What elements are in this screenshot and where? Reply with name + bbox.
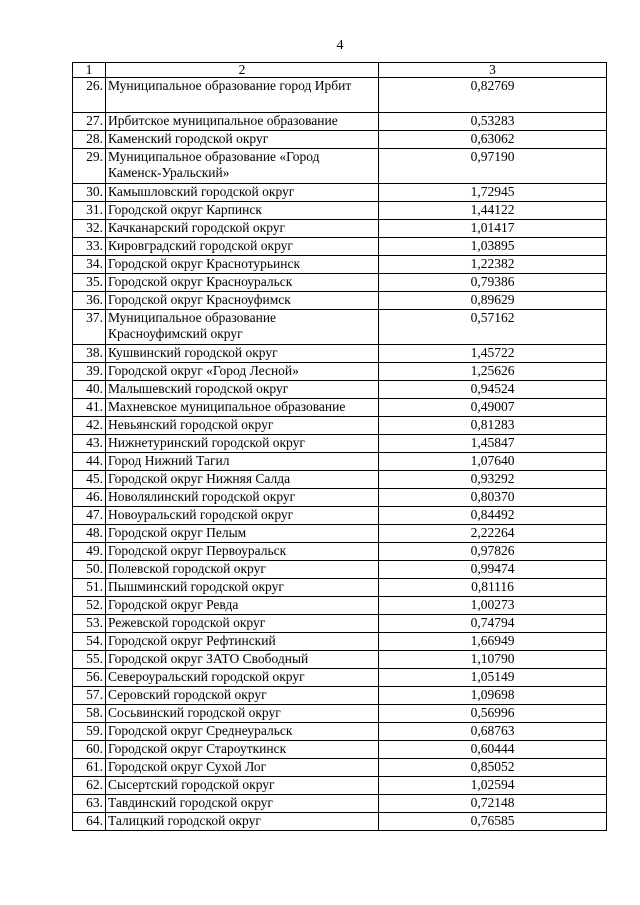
row-number: 46. xyxy=(73,489,106,507)
row-number: 35. xyxy=(73,274,106,292)
table-row xyxy=(73,202,607,220)
table-body xyxy=(73,63,607,831)
table-row xyxy=(73,292,607,310)
coefficient-value: 1,22382 xyxy=(379,256,607,274)
table-row xyxy=(73,705,607,723)
row-number: 58. xyxy=(73,705,106,723)
row-number: 53. xyxy=(73,615,106,633)
table-row xyxy=(73,435,607,453)
row-number: 50. xyxy=(73,561,106,579)
table-row xyxy=(73,777,607,795)
table-row xyxy=(73,741,607,759)
row-number: 51. xyxy=(73,579,106,597)
coefficient-value: 2,22264 xyxy=(379,525,607,543)
table-row xyxy=(73,363,607,381)
municipality-name: Городской округ Карпинск xyxy=(106,202,379,220)
municipality-name: Сысертский городской округ xyxy=(106,777,379,795)
table-row xyxy=(73,471,607,489)
row-number: 32. xyxy=(73,220,106,238)
municipality-name: Полевской городской округ xyxy=(106,561,379,579)
coefficient-value: 0,79386 xyxy=(379,274,607,292)
row-number: 54. xyxy=(73,633,106,651)
row-number: 31. xyxy=(73,202,106,220)
municipality-name: Городской округ Первоуральск xyxy=(106,543,379,561)
table-row xyxy=(73,615,607,633)
coefficient-value: 1,45722 xyxy=(379,345,607,363)
table-row xyxy=(73,184,607,202)
table-row xyxy=(73,78,607,113)
municipality-name: Городской округ Староуткинск xyxy=(106,741,379,759)
municipality-name: Малышевский городской округ xyxy=(106,381,379,399)
table-row xyxy=(73,453,607,471)
row-number: 45. xyxy=(73,471,106,489)
row-number: 61. xyxy=(73,759,106,777)
table-row xyxy=(73,651,607,669)
row-number: 40. xyxy=(73,381,106,399)
municipality-name: Муниципальное образование Красноуфимский округ xyxy=(106,310,379,345)
table-row xyxy=(73,345,607,363)
header-col-3: 3 xyxy=(379,63,607,78)
row-number: 26. xyxy=(73,78,106,113)
coefficient-value: 0,97826 xyxy=(379,543,607,561)
coefficient-value: 1,02594 xyxy=(379,777,607,795)
coefficient-value: 0,63062 xyxy=(379,131,607,149)
municipality-name: Городской округ «Город Лесной» xyxy=(106,363,379,381)
municipality-name: Нижнетуринский городской округ xyxy=(106,435,379,453)
coefficient-value: 0,53283 xyxy=(379,113,607,131)
municipality-name: Ирбитское муниципальное образование xyxy=(106,113,379,131)
coefficient-value: 0,93292 xyxy=(379,471,607,489)
row-number: 47. xyxy=(73,507,106,525)
coefficient-value: 1,10790 xyxy=(379,651,607,669)
coefficient-value: 0,94524 xyxy=(379,381,607,399)
row-number: 62. xyxy=(73,777,106,795)
coefficient-value: 0,56996 xyxy=(379,705,607,723)
table-header-row xyxy=(73,63,607,78)
municipality-name: Невьянский городской округ xyxy=(106,417,379,435)
coefficient-value: 0,68763 xyxy=(379,723,607,741)
table-row xyxy=(73,381,607,399)
municipality-name: Городской округ Нижняя Салда xyxy=(106,471,379,489)
table-row xyxy=(73,113,607,131)
coefficient-value: 1,44122 xyxy=(379,202,607,220)
table-row xyxy=(73,597,607,615)
municipality-name: Каменский городской округ xyxy=(106,131,379,149)
table-row xyxy=(73,633,607,651)
table-row xyxy=(73,813,607,831)
table-row xyxy=(73,489,607,507)
municipality-name: Муниципальное образование «Город Каменск-Уральский» xyxy=(106,149,379,184)
municipality-name: Городской округ Рефтинский xyxy=(106,633,379,651)
municipality-name: Городской округ Сухой Лог xyxy=(106,759,379,777)
coefficient-value: 1,66949 xyxy=(379,633,607,651)
coefficient-value: 1,07640 xyxy=(379,453,607,471)
row-number: 37. xyxy=(73,310,106,345)
coefficient-value: 1,09698 xyxy=(379,687,607,705)
municipality-name: Талицкий городской округ xyxy=(106,813,379,831)
row-number: 56. xyxy=(73,669,106,687)
table-row xyxy=(73,543,607,561)
row-number: 39. xyxy=(73,363,106,381)
coefficient-value: 0,99474 xyxy=(379,561,607,579)
coefficient-value: 1,05149 xyxy=(379,669,607,687)
municipality-name: Режевской городской округ xyxy=(106,615,379,633)
table-row xyxy=(73,310,607,345)
municipality-name: Североуральский городской округ xyxy=(106,669,379,687)
municipality-name: Городской округ Красноуральск xyxy=(106,274,379,292)
table-row xyxy=(73,131,607,149)
coefficient-value: 1,01417 xyxy=(379,220,607,238)
row-number: 59. xyxy=(73,723,106,741)
table-row xyxy=(73,579,607,597)
coefficient-value: 0,85052 xyxy=(379,759,607,777)
table-row xyxy=(73,561,607,579)
row-number: 49. xyxy=(73,543,106,561)
table-row xyxy=(73,274,607,292)
coefficient-value: 0,81116 xyxy=(379,579,607,597)
row-number: 38. xyxy=(73,345,106,363)
row-number: 64. xyxy=(73,813,106,831)
coefficient-value: 0,74794 xyxy=(379,615,607,633)
municipality-name: Городской округ Краснотурьинск xyxy=(106,256,379,274)
coefficient-value: 0,76585 xyxy=(379,813,607,831)
table-row xyxy=(73,220,607,238)
coefficient-table xyxy=(72,62,607,831)
table-row xyxy=(73,417,607,435)
municipality-name: Камышловский городской округ xyxy=(106,184,379,202)
row-number: 27. xyxy=(73,113,106,131)
row-number: 28. xyxy=(73,131,106,149)
municipality-name: Городской округ Пелым xyxy=(106,525,379,543)
row-number: 43. xyxy=(73,435,106,453)
coefficient-value: 1,72945 xyxy=(379,184,607,202)
municipality-name: Город Нижний Тагил xyxy=(106,453,379,471)
row-number: 33. xyxy=(73,238,106,256)
row-number: 30. xyxy=(73,184,106,202)
row-number: 63. xyxy=(73,795,106,813)
coefficient-value: 0,84492 xyxy=(379,507,607,525)
table-row xyxy=(73,256,607,274)
table-row xyxy=(73,795,607,813)
municipality-name: Новолялинский городской округ xyxy=(106,489,379,507)
row-number: 41. xyxy=(73,399,106,417)
municipality-name: Кировградский городской округ xyxy=(106,238,379,256)
row-number: 29. xyxy=(73,149,106,184)
row-number: 57. xyxy=(73,687,106,705)
municipality-name: Сосьвинский городской округ xyxy=(106,705,379,723)
coefficient-value: 1,00273 xyxy=(379,597,607,615)
table-row xyxy=(73,525,607,543)
table-row xyxy=(73,399,607,417)
coefficient-value: 0,80370 xyxy=(379,489,607,507)
municipality-name: Муниципальное образование город Ирбит xyxy=(106,78,379,113)
municipality-name: Городской округ Ревда xyxy=(106,597,379,615)
coefficient-value: 0,49007 xyxy=(379,399,607,417)
table-row xyxy=(73,687,607,705)
municipality-name: Новоуральский городской округ xyxy=(106,507,379,525)
header-col-2: 2 xyxy=(106,63,379,78)
municipality-name: Серовский городской округ xyxy=(106,687,379,705)
row-number: 55. xyxy=(73,651,106,669)
coefficient-value: 1,45847 xyxy=(379,435,607,453)
row-number: 52. xyxy=(73,597,106,615)
row-number: 34. xyxy=(73,256,106,274)
coefficient-value: 0,97190 xyxy=(379,149,607,184)
municipality-name: Городской округ Среднеуральск xyxy=(106,723,379,741)
coefficient-value: 0,72148 xyxy=(379,795,607,813)
row-number: 48. xyxy=(73,525,106,543)
municipality-name: Пышминский городской округ xyxy=(106,579,379,597)
coefficient-value: 0,89629 xyxy=(379,292,607,310)
row-number: 44. xyxy=(73,453,106,471)
municipality-name: Кушвинский городской округ xyxy=(106,345,379,363)
municipality-name: Качканарский городской округ xyxy=(106,220,379,238)
page-number: 4 xyxy=(336,38,344,53)
row-number: 36. xyxy=(73,292,106,310)
coefficient-value: 0,82769 xyxy=(379,78,607,113)
coefficient-value: 1,03895 xyxy=(379,238,607,256)
coefficient-value: 0,81283 xyxy=(379,417,607,435)
coefficient-value: 0,57162 xyxy=(379,310,607,345)
table-row xyxy=(73,507,607,525)
table-row xyxy=(73,759,607,777)
row-number: 42. xyxy=(73,417,106,435)
table-row xyxy=(73,238,607,256)
municipality-name: Городской округ ЗАТО Свободный xyxy=(106,651,379,669)
coefficient-value: 0,60444 xyxy=(379,741,607,759)
row-number: 60. xyxy=(73,741,106,759)
table-row xyxy=(73,669,607,687)
municipality-name: Тавдинский городской округ xyxy=(106,795,379,813)
coefficient-value: 1,25626 xyxy=(379,363,607,381)
table-row xyxy=(73,149,607,184)
header-col-1: 1 xyxy=(73,63,106,78)
municipality-name: Городской округ Красноуфимск xyxy=(106,292,379,310)
table-row xyxy=(73,723,607,741)
municipality-name: Махневское муниципальное образование xyxy=(106,399,379,417)
